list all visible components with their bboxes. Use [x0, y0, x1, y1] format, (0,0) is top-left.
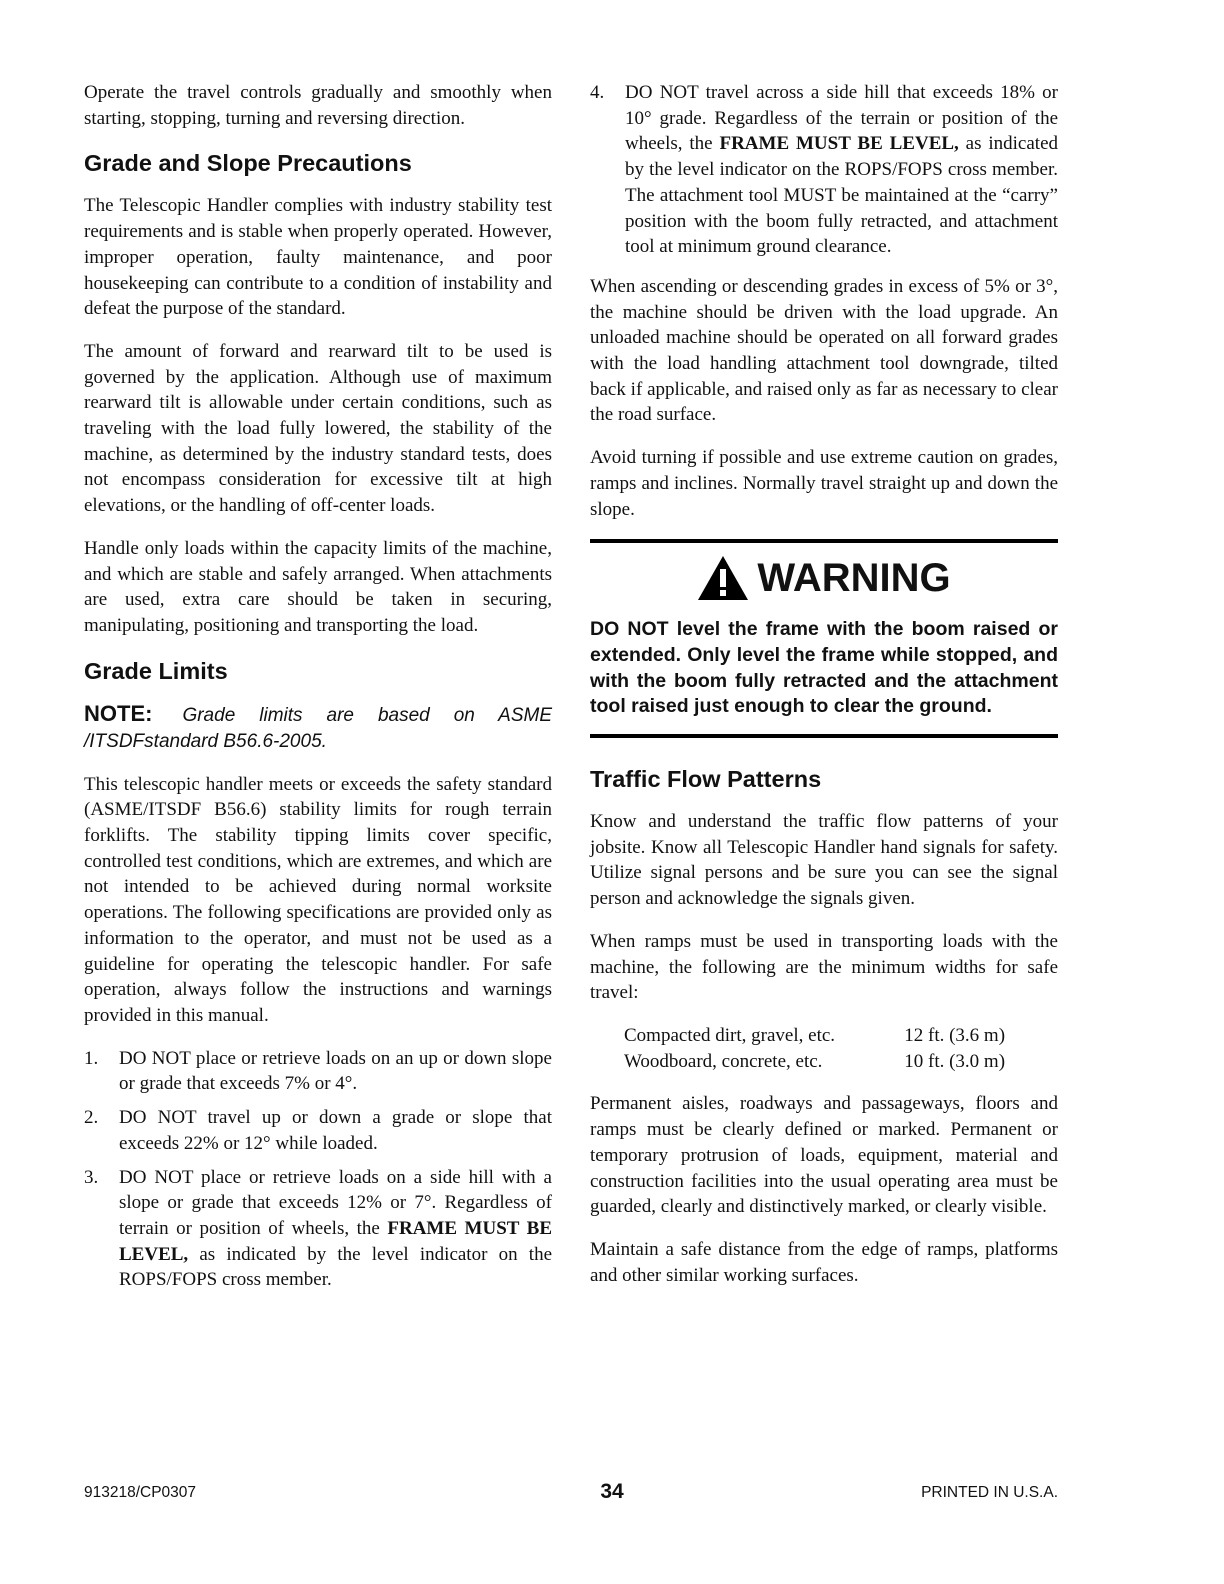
list-item-text-cont: as indicated by the level indicator on the ROPS/FOPS cross member. The attachment tool MUST be maintained at the “carry” position with the boom fully retracted, and attachment tool at minimum ground clearance.: [625, 133, 1059, 258]
list-item: [84, 1165, 552, 1294]
footer-doc-id: 913218/CP0307: [84, 1484, 197, 1501]
list-item: [84, 1046, 552, 1097]
intro-paragraph: Operate the travel controls gradually and smoothly when starting, stopping, turning and reversing direction.: [84, 82, 552, 129]
list-item: [84, 1105, 552, 1156]
avoid-turning-paragraph: Avoid turning if possible and use extreme caution on grades, ramps and inclines. Normally travel straight up and down the slope.: [590, 447, 1058, 520]
traffic-paragraph-3: Permanent aisles, roadways and passageways, floors and ramps must be clearly defined or marked. Permanent or temporary protrusion of loads, equipment, material and construction facilities into the usual operating area must be guarded, clearly and distinctively marked, or clearly visible.: [590, 1093, 1058, 1218]
warning-box: [590, 539, 1058, 738]
ascending-paragraph: When ascending or descending grades in excess of 5% or 3°, the machine should be driven with the load upgrade. An unloaded machine should be operated on all forward grades with the load handling attachment tool downgrade, tilted back if applicable, and raised only as far as necessary to clear the road surface.: [590, 275, 1058, 426]
warning-triangle-icon: [697, 555, 749, 601]
grade-paragraph-2: The amount of forward and rearward tilt to be used is governed by the application. Although use of maximum rearward tilt is allowable under certain conditions, such as traveling with the load fully lowered, the stability of the machine, as determined by the industry standard tests, does not encompass consideration for excessive tilt at high elevations, or the handling of off-center loads.: [84, 340, 552, 517]
frame-level-emphasis: FRAME MUST BE LEVEL,: [119, 1217, 552, 1265]
grade-limits-list: [84, 1046, 552, 1293]
width-cell: 10 ft. (3.0 m): [904, 1050, 1006, 1072]
list-item-text: DO NOT travel up or down a grade or slope that exceeds 22% or 12° while loaded.: [119, 1107, 552, 1154]
list-item-number: 1.: [84, 1047, 99, 1069]
note-label: NOTE:: [84, 700, 153, 726]
traffic-paragraph-2: When ramps must be used in transporting loads with the machine, the following are the minimum widths for safe travel:: [590, 930, 1058, 1004]
traffic-paragraph-4: Maintain a safe distance from the edge of ramps, platforms and other similar working surfaces.: [590, 1238, 1058, 1286]
traffic-paragraph-1: Know and understand the traffic flow patterns of your jobsite. Know all Telescopic Handler hand signals for safety. Utilize signal persons and be sure you can see the signal person and acknowledge the signals given.: [590, 811, 1058, 910]
left-column: [84, 80, 552, 1307]
grade-limits-list-cont: [590, 80, 1058, 260]
list-item-number: 2.: [84, 1107, 99, 1129]
grade-slope-heading: Grade and Slope Precautions: [84, 150, 412, 177]
traffic-flow-heading: Traffic Flow Patterns: [590, 766, 822, 793]
width-cell: 12 ft. (3.6 m): [904, 1024, 1006, 1046]
footer-printed: PRINTED IN U.S.A.: [921, 1484, 1058, 1501]
list-item-text: DO NOT travel across a side hill that exceeds 18% or 10° grade. Regardless of the terrain or position of the wheels, the: [625, 82, 1058, 155]
list-item-number: 4.: [590, 82, 605, 103]
surface-cell: Woodboard, concrete, etc.: [624, 1050, 823, 1072]
list-item-number: 3.: [84, 1166, 99, 1188]
ramp-widths-table: [624, 1023, 1005, 1074]
grade-limits-note: [84, 701, 552, 755]
warning-text: DO NOT level the frame with the boom raised or extended. Only level the frame while stopped, and with the boom fully retracted and the attachment tool raised just enough to clear the ground.: [590, 618, 1058, 718]
warning-title: WARNING: [757, 555, 951, 600]
frame-level-emphasis: FRAME MUST BE LEVEL,: [719, 133, 959, 155]
surface-cell: Compacted dirt, gravel, etc.: [624, 1024, 836, 1046]
page-number: 34: [600, 1480, 624, 1503]
table-row: [624, 1049, 1005, 1075]
table-row: [624, 1023, 1005, 1049]
note-text: Grade limits are based on ASME /ITSDFstandard B56.6-2005.: [84, 704, 552, 752]
list-item-text-cont: as indicated by the level indicator on the ROPS/FOPS cross member.: [119, 1243, 552, 1291]
right-column: [590, 80, 1058, 1305]
warning-header: [590, 553, 1058, 603]
list-item-text: DO NOT place or retrieve loads on a side hill with a slope or grade that exceeds 12% or 7°. Regardless of terrain or position of wheels, the: [119, 1166, 552, 1239]
grade-paragraph-3: Handle only loads within the capacity limits of the machine, and which are stable and safely arranged. When attachments are used, extra care should be taken in securing, manipulating, positioning and transporting the load.: [84, 537, 552, 636]
list-item-text: DO NOT place or retrieve loads on an up or down slope or grade that exceeds 7% or 4°.: [119, 1047, 552, 1095]
list-item: [590, 80, 1058, 260]
grade-limits-paragraph: This telescopic handler meets or exceeds the safety standard (ASME/ITSDF B56.6) stability limits for rough terrain forklifts. The stability tipping limits cover specific, controlled test conditions, which are extremes, and which are not intended to be achieved during normal worksite operations. The following specifications are provided only as information to the operator, and must not be used as a guideline for operating the telescopic handler. For safe operation, always follow the instructions and warnings provided in this manual.: [84, 773, 552, 1026]
grade-limits-heading: Grade Limits: [84, 657, 228, 684]
grade-paragraph-1: The Telescopic Handler complies with industry stability test requirements and is stable when properly operated. However, improper operation, faulty maintenance, and poor housekeeping can contribute to a condition of instability and defeat the purpose of the standard.: [84, 195, 552, 320]
